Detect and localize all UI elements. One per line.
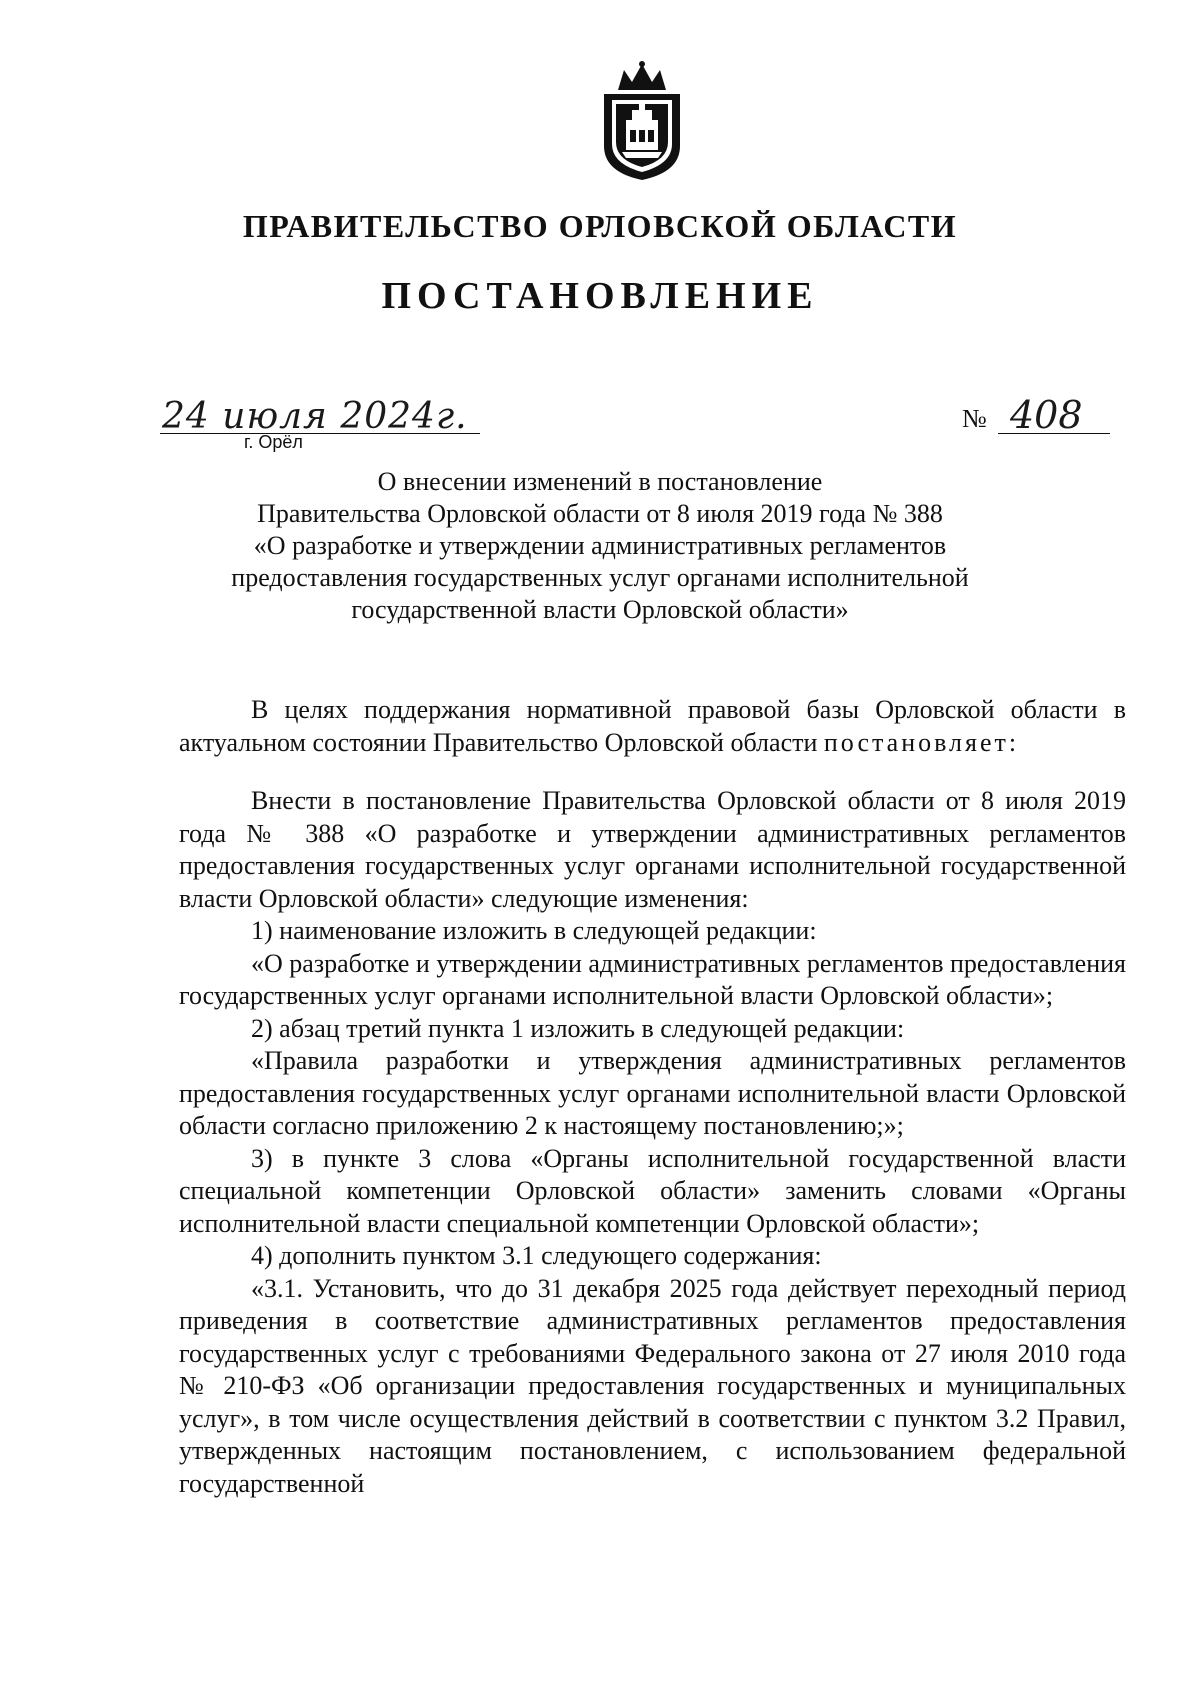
handwritten-date	[160, 388, 480, 438]
intro-paragraph: Внести в постановление Правительства Орловской области от 8 июля 2019 года № 388 «О разработке и утверждении административных регламентов предоставления государственных услуг органами исполнительной государственной власти Орловской области» следующие изменения:	[179, 786, 1126, 913]
number-label: №	[962, 404, 987, 433]
handwritten-number	[1000, 388, 1110, 438]
list-item: «Правила разработки и утверждения административных регламентов предоставления государственных услуг органами исполнительной власти Орловской области согласно приложению 2 к настоящему постановлению;»;	[179, 1046, 1126, 1140]
city-label: г. Орёл	[244, 432, 303, 452]
date-underline	[160, 433, 480, 434]
subject-line: «О разработке и утверждении административных регламентов	[253, 531, 947, 560]
organization-name: ПРАВИТЕЛЬСТВО ОРЛОВСКОЙ ОБЛАСТИ	[242, 208, 958, 244]
subject-line: предоставления государственных услуг органами исполнительной	[231, 563, 969, 592]
handwritten-date-text: 24 июля 2024г.	[162, 396, 468, 437]
subject-line: Правительства Орловской области от 8 июля 2019 года № 388	[257, 499, 943, 528]
list-item: 1) наименование изложить в следующей редакции:	[251, 916, 817, 945]
list-item: 4) дополнить пунктом 3.1 следующего содержания:	[251, 1241, 822, 1270]
coat-of-arms-icon	[596, 60, 688, 182]
handwritten-number-text: 408	[1010, 393, 1083, 437]
preamble-text: В целях поддержания нормативной правовой базы Орловской области в актуальном состоянии Правительство Орловской области	[179, 695, 1126, 757]
list-item: «3.1. Установить, что до 31 декабря 2025 года действует переходный период приведения в соответствие административных регламентов предоставления государственных услуг с требованиями Федерального закона от 27 июля 2010 года № 210-ФЗ «Об организации предоставления государственных и муниципальных услуг», в том числе осуществления действий в соответствии с пунктом 3.2 Правил, утвержденных настоящим постановлением, с использованием федеральной государственной	[179, 1273, 1126, 1498]
document-subject	[140, 466, 1060, 626]
list-item: 2) абзац третий пункта 1 изложить в следующей редакции:	[251, 1013, 905, 1043]
subject-line: О внесении изменений в постановление	[377, 467, 823, 496]
number-underline	[998, 433, 1110, 434]
document-type: ПОСТАНОВЛЕНИЕ	[381, 275, 819, 317]
list-item: «О разработке и утверждении административных регламентов предоставления государственных услуг органами исполнительной власти Орловской области»;	[179, 948, 1126, 1010]
preamble-paragraph	[179, 694, 1126, 759]
document-body	[179, 694, 1126, 1500]
subject-line: государственной власти Орловской области»	[351, 595, 849, 624]
preamble-verb: постановляет:	[823, 727, 1020, 757]
list-item: 3) в пункте 3 слова «Органы исполнительной государственной власти специальной компетенции Орловской области» заменить словами «Органы исполнительной власти специальной компетенции Орловской области»;	[179, 1143, 1126, 1238]
